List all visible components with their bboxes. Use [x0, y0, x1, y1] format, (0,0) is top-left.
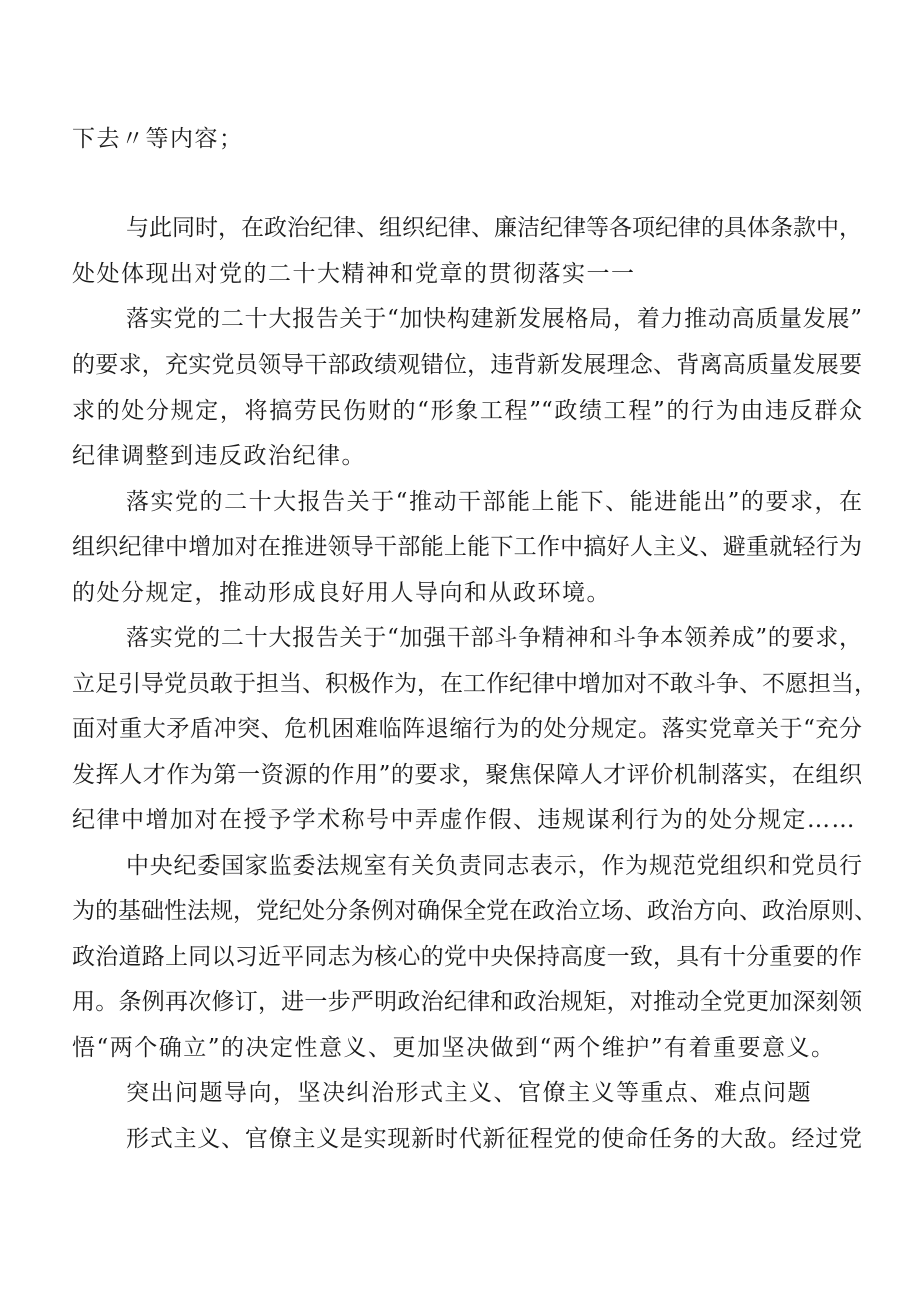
text-line: 下去〃等内容；	[72, 126, 244, 152]
text-line: 的处分规定，推动形成良好用人导向和从政环境。	[72, 580, 611, 606]
text-line: 处处体现出对党的二十大精神和党章的贯彻落实一一	[72, 261, 636, 287]
section-heading: 突出问题导向，坚决纠治形式主义、官僚主义等重点、难点问题	[126, 1080, 812, 1106]
text-line: 纪律调整到违反政治纪律。	[72, 443, 366, 469]
paragraph-first-line: 与此同时，在政治纪律、组织纪律、廉洁纪律等各项纪律的具体条款中，	[126, 215, 862, 241]
text-line: 立足引导党员敢于担当、积极作为，在工作纪律中增加对不敢斗争、不愿担当，	[72, 671, 877, 697]
text-line: 求的处分规定，将搞劳民伤财的“形象工程”“政绩工程”的行为由违反群众	[72, 398, 862, 424]
text-line: 发挥人才作为第一资源的作用”的要求，聚焦保障人才评价机制落实，在组织	[72, 762, 862, 788]
text-line: 纪律中增加对在授予学术称号中弄虚作假、违规谋利行为的处分规定……	[72, 807, 856, 833]
text-line: 用。条例再次修订，进一步严明政治纪律和政治规矩，对推动全党更加深刻领	[72, 989, 862, 1015]
paragraph-first-line: 形式主义、官僚主义是实现新时代新征程党的使命任务的大敌。经过党	[126, 1126, 862, 1152]
text-line: 悟“两个确立”的决定性意义、更加坚决做到“两个维护”有着重要意义。	[72, 1035, 836, 1061]
text-line: 政治道路上同以习近平同志为核心的党中央保持高度一致，具有十分重要的作	[72, 944, 862, 970]
text-line: 的要求，充实党员领导干部政绩观错位，违背新发展理念、背离高质量发展要	[72, 352, 862, 378]
paragraph-first-line: 中央纪委国家监委法规室有关负责同志表示，作为规范党组织和党员行	[126, 853, 862, 879]
paragraph-first-line: 落实党的二十大报告关于“加强干部斗争精神和斗争本领养成”的要求，	[126, 625, 862, 651]
text-line: 为的基础性法规，党纪处分条例对确保全党在政治立场、政治方向、政治原则、	[72, 898, 877, 924]
text-line: 组织纪律中增加对在推进领导干部能上能下工作中搞好人主义、避重就轻行为	[72, 534, 862, 560]
text-line: 面对重大矛盾冲突、危机困难临阵退缩行为的处分规定。落实党章关于“充分	[72, 716, 862, 742]
paragraph-first-line: 落实党的二十大报告关于“加快构建新发展格局，着力推动高质量发展”	[126, 306, 862, 332]
paragraph-first-line: 落实党的二十大报告关于“推动干部能上能下、能进能出”的要求，在	[126, 489, 862, 515]
